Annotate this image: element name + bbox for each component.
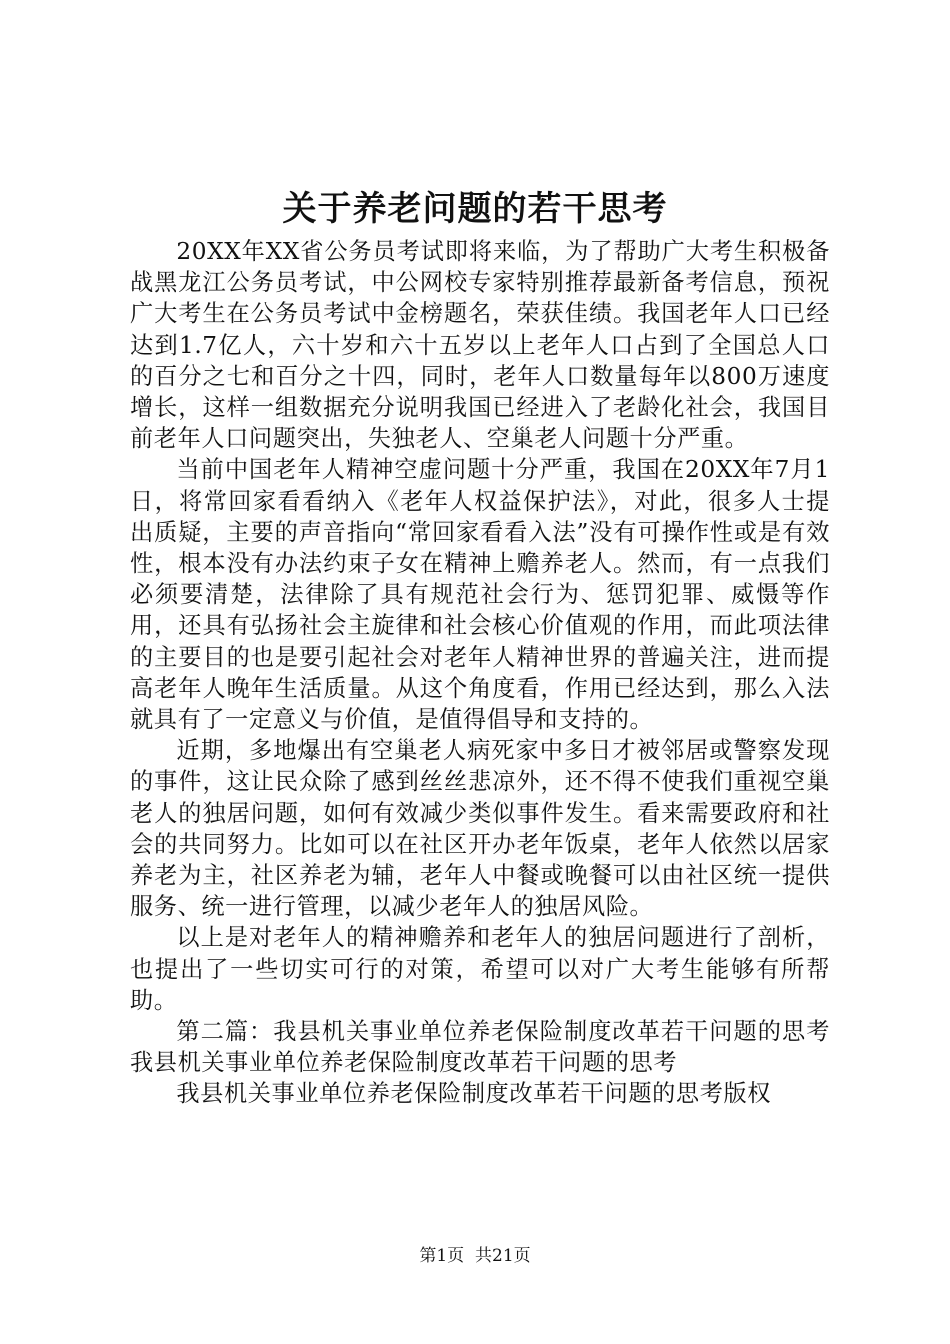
paragraph: 20XX年XX省公务员考试即将来临，为了帮助广大考生积极备战黑龙江公务员考试，中公网校专家特别推荐最新备考信息，预祝广大考生在公务员考试中金榜题名，荣获佳绩。我国老年人口已经达到1.7亿人，六十岁和六十五岁以上老年人口占到了全国总人口的百分之七和百分之十四，同时，老年人口数量每年以800万速度增长，这样一组数据充分说明我国已经进入了老龄化社会，我国目前老年人口问题突出，失独老人、空巢老人问题十分严重。 [130,238,830,453]
paragraph: 以上是对老年人的精神赡养和老年人的独居问题进行了剖析，也提出了一些切实可行的对策，希望可以对广大考生能够有所帮助。 [130,924,830,1014]
paragraph: 第二篇：我县机关事业单位养老保险制度改革若干问题的思考我县机关事业单位养老保险制度改革若干问题的思考 [130,1018,830,1077]
page-total: 共21页 [475,1246,531,1266]
paragraph: 近期，多地爆出有空巢老人病死家中多日才被邻居或警察发现的事件，这让民众除了感到丝丝悲凉外，还不得不使我们重视空巢老人的独居问题，如何有效减少类似事件发生。看来需要政府和社会的共同努力。比如可以在社区开办老年饭桌，老年人依然以居家养老为主，社区养老为辅，老年人中餐或晚餐可以由社区统一提供服务、统一进行管理，以减少老年人的独居风险。 [130,737,830,921]
paragraph: 我县机关事业单位养老保险制度改革若干问题的思考版权 [176,1080,772,1108]
paragraph: 当前中国老年人精神空虚问题十分严重，我国在20XX年7月1日，将常回家看看纳入《老年人权益保护法》，对此，很多人士提出质疑，主要的声音指向“常回家看看入法”没有可操作性或是有效性，根本没有办法约束子女在精神上赡养老人。然而，有一点我们必须要清楚，法律除了具有规范社会行为、惩罚犯罪、威慑等作用，还具有弘扬社会主旋律和社会核心价值观的作用，而此项法律的主要目的也是要引起社会对老年人精神世界的普遍关注，进而提高老年人晚年生活质量。从这个角度看，作用已经达到，那么入法就具有了一定意义与价值，是值得倡导和支持的。 [130,456,830,734]
page-footer [0,1244,950,1268]
page-number: 第1页 [419,1246,465,1266]
document-body [130,236,830,1110]
document-title: 关于养老问题的若干思考 [282,189,668,229]
